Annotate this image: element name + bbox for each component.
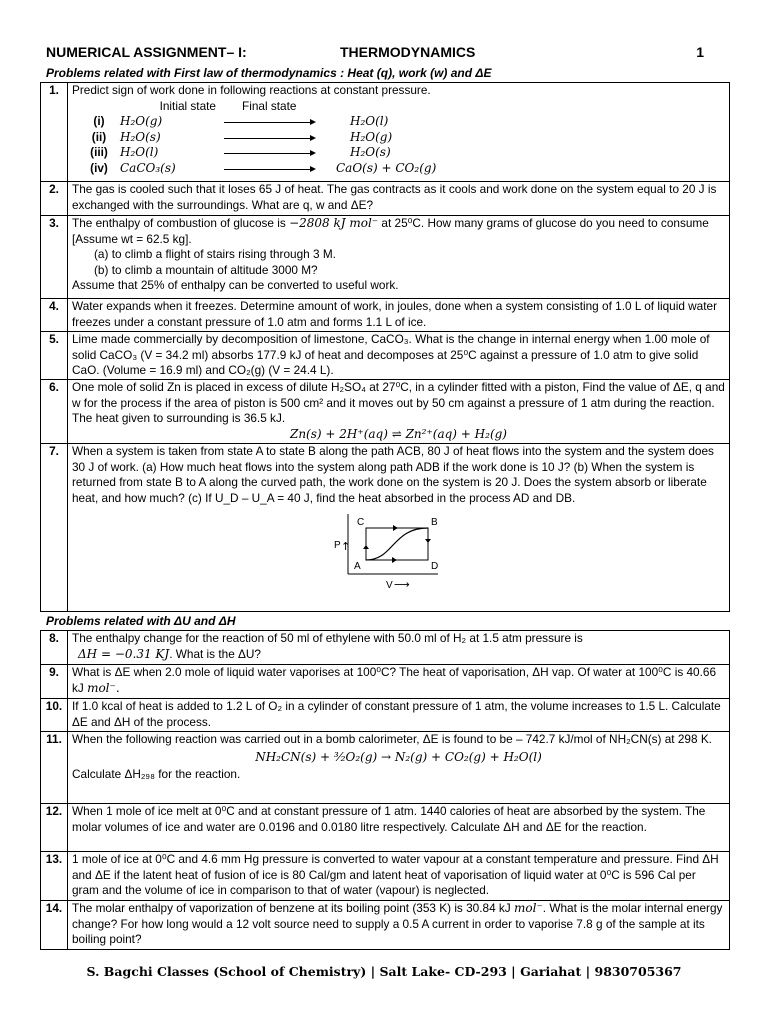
problem-14-text-cont: . What is the molar internal energy change? For how long would a 12 volt source need to supply a 0.5 A current in order to vaporise 7.8 g of the sample at its boiling point? xyxy=(72,901,723,947)
problem-text xyxy=(68,732,730,804)
page-number: 1 xyxy=(696,44,704,60)
problem-text xyxy=(68,216,730,299)
problem-row-14 xyxy=(41,901,730,950)
problem-number: 11. xyxy=(41,732,68,804)
problem-text: Water expands when it freezes. Determine amount of work, in joules, done when a system consisting of 1.0 L of liquid water freezes under a constant pressure of 1.0 atm and forms 1.1 L of ice. xyxy=(68,299,730,332)
problem-row-11 xyxy=(41,732,730,804)
problem-row-3 xyxy=(41,216,730,299)
state-row xyxy=(78,130,518,146)
problem-row-5 xyxy=(41,332,730,380)
subject-title: THERMODYNAMICS xyxy=(340,44,476,60)
arrow-icon xyxy=(392,557,397,563)
problem-number: 14. xyxy=(41,901,68,950)
problem-row-12 xyxy=(41,804,730,852)
problem-row-2 xyxy=(41,182,730,216)
problem-text xyxy=(68,901,730,950)
problem-11-text: When the following reaction was carried out in a bomb calorimeter, ΔE is found to be – 742.7 kJ/mol of NH₂CN(s) at 298 K. xyxy=(72,732,712,746)
state-row xyxy=(78,145,518,161)
row-label: (iv) xyxy=(90,160,108,175)
problem-text xyxy=(68,665,730,699)
problems-table-1 xyxy=(40,82,730,612)
problem-3-text-cont: at 25⁰C. How many grams of glucose do you need to consume [Assume wt = 62.5 kg]. xyxy=(72,216,709,246)
pv-diagram xyxy=(320,512,460,590)
problem-number: 12. xyxy=(41,804,68,852)
label-b: B xyxy=(431,517,438,529)
row-label: (iii) xyxy=(90,145,108,160)
final-state-label: Final state xyxy=(242,98,297,113)
label-d: D xyxy=(431,561,439,573)
problem-row-9 xyxy=(41,665,730,699)
final-state: H₂O(g) xyxy=(350,129,393,144)
right-arrow-icon: ⟶ xyxy=(394,578,410,591)
arrow-icon xyxy=(393,525,398,531)
problem-14-text: The molar enthalpy of vaporization of benzene at its boiling point (353 K) is 30.84 kJ xyxy=(72,901,514,915)
problem-number: 10. xyxy=(41,699,68,732)
problem-text: If 1.0 kcal of heat is added to 1.2 L of O₂ in a cylinder of constant pressure of 1 atm, the volume increases to 1.5 L. Calculate ΔE and ΔH of the process. xyxy=(68,699,730,732)
page-footer: S. Bagchi Classes (School of Chemistry) | Salt Lake- CD-293 | Gariahat | 9830705367 xyxy=(86,964,682,979)
reaction-equation: Zn(s) + 2H⁺(aq) ⇌ Zn²⁺(aq) + H₂(g) xyxy=(289,426,507,441)
problem-number: 2. xyxy=(41,182,68,216)
problem-row-7 xyxy=(41,444,730,612)
curved-path xyxy=(366,528,428,560)
section-heading-du-dh: Problems related with ΔU and ΔH xyxy=(46,614,236,628)
label-c: C xyxy=(357,517,365,529)
problem-9-text: What is ΔE when 2.0 mole of liquid water vaporises at 100⁰C? The heat of vaporisation, ΔH vap. Of water at 100⁰C is 40.66 kJ xyxy=(72,665,717,695)
row-label: (i) xyxy=(93,114,105,129)
problem-number: 4. xyxy=(41,299,68,332)
assignment-title: NUMERICAL ASSIGNMENT– I: xyxy=(46,44,247,60)
problem-text: The gas is cooled such that it loses 65 J of heat. The gas contracts as it cools and work done on the system equal to 20 J is exchanged with the surroundings. What are q, w and ΔE? xyxy=(68,182,730,216)
problem-note: Assume that 25% of enthalpy can be converted to useful work. xyxy=(72,278,399,293)
state-row xyxy=(78,161,518,177)
label-a: A xyxy=(354,561,361,573)
problem-number: 5. xyxy=(41,332,68,380)
problem-1-question: Predict sign of work done in following reactions at constant pressure. xyxy=(72,83,431,97)
arrow-icon xyxy=(216,161,326,177)
arrow-icon xyxy=(363,545,369,549)
problem-text: 1 mole of ice at 0⁰C and 4.6 mm Hg pressure is converted to water vapour at a constant temperature and pressure. Find ΔH and ΔE if the latent heat of fusion of ice is 80 Cal/gm and latent heat of vaporisation of liquid water at 0⁰C is 596 Cal per gram and the volume of ice in comparison to that of water (vapour) is neglected. xyxy=(68,852,730,901)
problems-table-2 xyxy=(40,630,730,950)
problem-row-6 xyxy=(41,380,730,444)
problem-3-text: The enthalpy of combustion of glucose is xyxy=(72,216,290,230)
problem-11-calc: Calculate ΔH₂₉₈ for the reaction. xyxy=(72,767,241,782)
arrow-icon xyxy=(216,114,326,130)
problem-text: Lime made commercially by decomposition of limestone, CaCO₃. What is the change in internal energy when 1.00 mole of solid CaCO₃ (V = 34.2 ml) absorbs 177.9 kJ of heat and decomposes at 25⁰C against a pressure of 1.0 atm to give solid CaO. (Volume = 16.9 ml) and CO₂(g) (V = 24.4 L). xyxy=(68,332,730,380)
problem-row-10 xyxy=(41,699,730,732)
problem-text xyxy=(68,83,730,182)
arrow-icon xyxy=(216,130,326,146)
enthalpy-equation: ΔH = −0.31 KJ xyxy=(78,646,170,661)
problem-7-text: When a system is taken from state A to state B along the path ACB, 80 J of heat flows into the system and the system does 30 J of work. (a) How much heat flows into the system along path ADB if the work done is 10 J? (b) When the system is returned from state B to A along the curved path, the work done on the system is 20 J. Does the system absorb or liberate heat, and how much? (c) If U_D – U_A = 40 J, find the heat absorbed in the process AD and DB. xyxy=(72,444,714,505)
enthalpy-value: −2808 kJ mol⁻ xyxy=(289,216,379,230)
row-label: (ii) xyxy=(91,129,107,144)
problem-row-13 xyxy=(41,852,730,901)
unit: mol⁻ xyxy=(514,901,543,915)
problem-number: 7. xyxy=(41,444,68,612)
page-header xyxy=(46,44,704,62)
axis-label-v: V xyxy=(386,580,393,591)
problem-text xyxy=(68,444,730,612)
initial-state-label: Initial state xyxy=(159,98,216,113)
path-rectangle xyxy=(366,528,428,560)
up-arrow-icon: ↑ xyxy=(341,540,351,554)
final-state: CaO(s) + CO₂(g) xyxy=(336,160,437,175)
problem-number: 6. xyxy=(41,380,68,444)
axis-label-p: P xyxy=(334,540,341,552)
final-state: H₂O(s) xyxy=(350,145,391,160)
problem-number: 8. xyxy=(41,631,68,665)
initial-state: H₂O(s) xyxy=(120,129,161,144)
problem-number: 3. xyxy=(41,216,68,299)
problem-number: 9. xyxy=(41,665,68,699)
problem-text xyxy=(68,631,730,665)
problem-number: 13. xyxy=(41,852,68,901)
problem-text xyxy=(68,380,730,444)
section-heading-first-law: Problems related with First law of thermodynamics : Heat (q), work (w) and ΔE xyxy=(46,66,492,80)
states-list xyxy=(78,99,518,177)
initial-state: H₂O(l) xyxy=(120,145,159,160)
problem-row-4 xyxy=(41,299,730,332)
problem-row-1 xyxy=(41,83,730,182)
arrow-icon xyxy=(425,539,431,543)
reaction-equation: NH₂CN(s) + ³⁄₂O₂(g) → N₂(g) + CO₂(g) + H₂O(l) xyxy=(255,749,542,764)
problem-8-text: The enthalpy change for the reaction of 50 ml of ethylene with 50.0 ml of H₂ at 1.5 atm pressure is xyxy=(72,631,583,645)
problem-8-text-cont: . What is the ΔU? xyxy=(169,646,261,661)
problem-6-text: One mole of solid Zn is placed in excess of dilute H₂SO₄ at 27⁰C, in a cylinder fitted with a piston, Find the value of ΔE, q and w for the process if the area of piston is 500 cm² and it moves out by 50 cm against a pressure of 1 atm during the reaction. The heat given to surrounding is 36.5 kJ. xyxy=(72,380,725,426)
problem-number: 1. xyxy=(41,83,68,182)
problem-text: When 1 mole of ice melt at 0⁰C and at constant pressure of 1 atm. 1440 calories of heat are absorbed by the system. The molar volumes of ice and water are 0.0196 and 0.0180 litre respectively. Calculate ΔH and ΔE for the reaction. xyxy=(68,804,730,852)
sub-question-b: (b) to climb a mountain of altitude 3000 M? xyxy=(94,262,318,277)
final-state: H₂O(l) xyxy=(350,114,389,129)
initial-state: CaCO₃(s) xyxy=(120,160,176,175)
unit: mol⁻. xyxy=(87,680,120,695)
sub-question-a: (a) to climb a flight of stairs rising through 3 M. xyxy=(94,247,336,262)
problem-row-8 xyxy=(41,631,730,665)
arrow-icon xyxy=(216,145,326,161)
initial-state: H₂O(g) xyxy=(120,114,163,129)
state-row xyxy=(78,114,518,130)
